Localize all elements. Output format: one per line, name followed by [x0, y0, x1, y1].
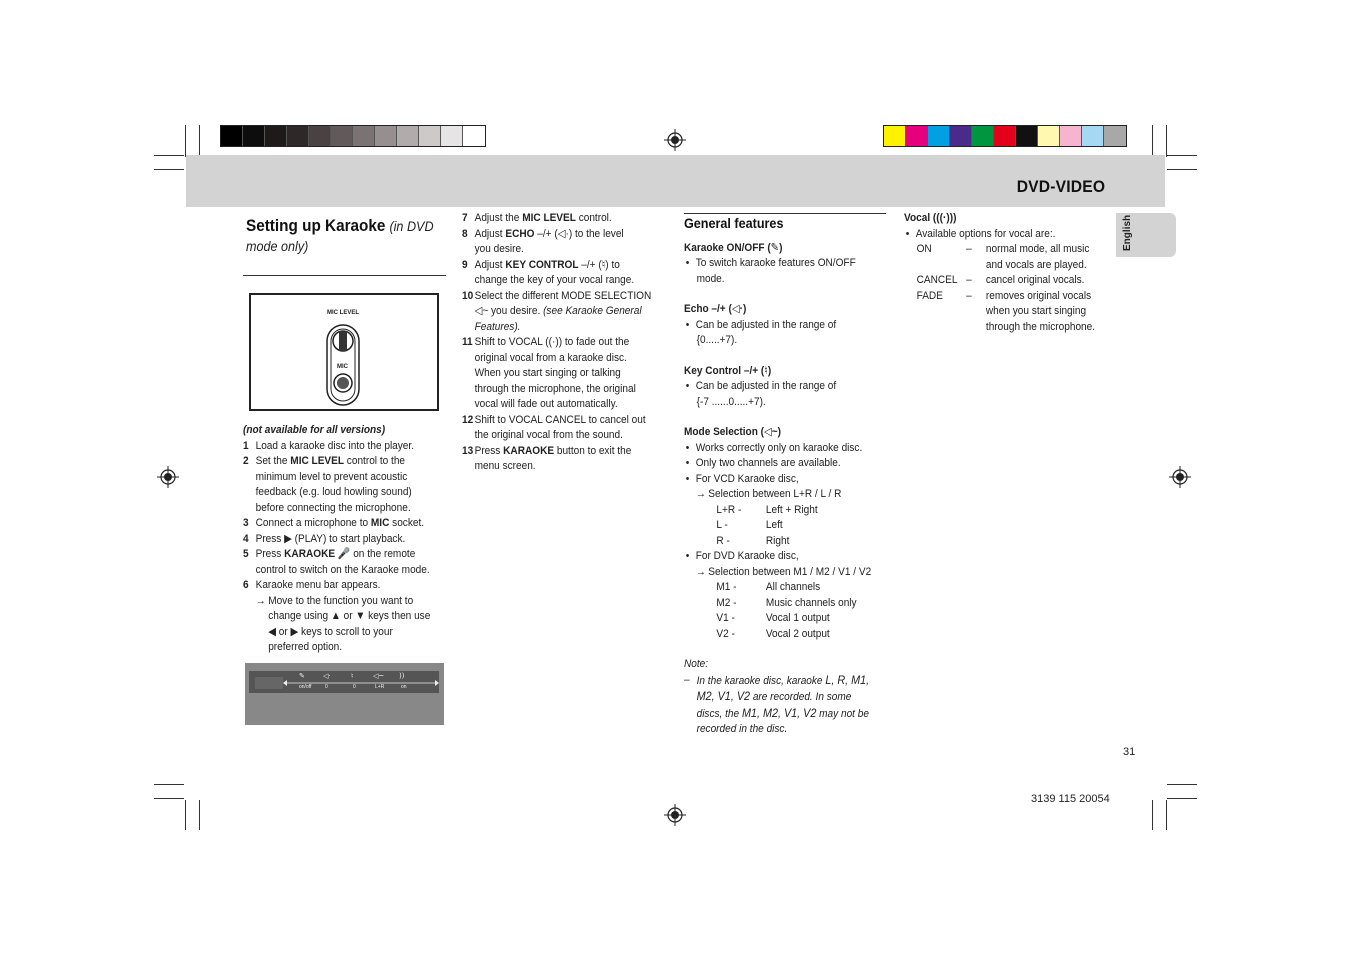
svg-text:◁·: ◁· [323, 672, 331, 680]
color-bar [883, 125, 1127, 147]
echo-icon: ◁· [557, 227, 569, 240]
crop-mark [185, 125, 186, 157]
crop-mark [1167, 155, 1197, 156]
color-swatch [309, 126, 331, 146]
page-number: 31 [1123, 746, 1136, 758]
crop-mark [1152, 800, 1153, 830]
registration-target-icon [157, 466, 179, 488]
divider [684, 213, 886, 214]
step-10: 10 Select the different MODE SELECTION ◁~ you desire. (see Karaoke General Features). [462, 289, 652, 333]
step-5: 5 Press KARAOKE 🎤 on the remote control to switch on the Karaoke mode. [243, 548, 430, 576]
divider [243, 275, 446, 276]
vocal-icon: ((·)) [936, 212, 954, 224]
crop-mark [154, 784, 184, 785]
svg-text:◁~: ◁~ [373, 672, 385, 680]
step-7: 7 Adjust the MIC LEVEL control. [462, 212, 612, 224]
karaoke-menu-bar-illustration [245, 663, 444, 725]
color-swatch [1038, 126, 1060, 146]
general-features-title: General features [684, 215, 784, 231]
step-2: 2 Set the MIC LEVEL control to the minimum level to prevent acoustic feedback (e.g. loud howling sound) before connecting the microphone. [243, 455, 412, 514]
menu-value-vocal: on [401, 684, 407, 690]
left-steps [243, 423, 468, 656]
menu-value-onoff: on/off [299, 684, 312, 690]
arrow-icon: → [695, 488, 706, 500]
mode-selection-icon: ◁~ [474, 305, 489, 317]
arrow-icon: → [255, 594, 266, 607]
color-swatch [265, 126, 287, 146]
color-swatch [950, 126, 972, 146]
karaoke-menu-bar [249, 671, 439, 693]
vocal-icon: ((·)) [542, 336, 563, 348]
step-8: 8 Adjust ECHO –/+ (◁·) to the level you desire. [462, 227, 624, 255]
grayscale-bar [220, 125, 486, 147]
crop-mark [199, 125, 200, 157]
color-swatch [331, 126, 353, 146]
page-title: DVD-VIDEO [1016, 177, 1105, 196]
language-tab [1116, 213, 1176, 257]
dvd-channel-table: M1 - All channels M2 - Music channels only V1 - Vocal 1 output V2 - Vocal 2 output [716, 581, 857, 640]
echo-icon: ◁· [731, 303, 743, 315]
crop-mark [1167, 784, 1197, 785]
key-natural-icon: ♮ [764, 364, 768, 377]
availability-note: (not available for all versions) [243, 424, 386, 436]
registration-target-icon [664, 804, 686, 826]
vcd-channel-table: L+R - Left + Right L - Left R - Right [716, 503, 818, 547]
crop-mark [1167, 169, 1197, 170]
general-features: General features Karaoke ON/OFF (✎) • To switch karaoke features ON/OFF mode. Echo –/+ (◁·) • Can be adjusted in the range of {0.....+7). Key Control –/+ (♮) • Can be adjusted in the range of {-7 ......0.....+7). Mode Selection (◁~) • Works correctly only on karaoke disc. • Only two channels are available. • For VCD Karaoke disc, → Selection between L+R / L / R L+R - Left + Right L - Left R - Right • For DVD Karaoke disc, → Selection between M1 / M2 / V1 / V2 M1 - All channels M2 - Music channels only V1 - Vocal 1 output V2 - Vocal 2 output Note: – In the karaoke disc, karaoke L, R, M1, M2, V1, V2 are recorded. In some discs, the M1, M2, V1, V2 may not be recorded in the disc. [684, 216, 894, 738]
menu-icons [249, 671, 439, 693]
document-code: 3139 115 20054 [1031, 793, 1110, 805]
mode-selection-icon: ◁~ [764, 426, 778, 438]
color-swatch [1016, 126, 1038, 146]
color-swatch [463, 126, 485, 146]
menu-value-echo: 0 [325, 684, 328, 690]
step-12: 12 Shift to VOCAL CANCEL to cancel out the original vocal from the sound. [462, 413, 646, 441]
step-4: 4 Press ▶ (PLAY) to start playback. [243, 532, 406, 545]
color-swatch [1082, 126, 1104, 146]
step-1: 1 Load a karaoke disc into the player. [243, 439, 415, 452]
step-3: 3 Connect a microphone to MIC socket. [243, 517, 425, 529]
color-swatch [972, 126, 994, 146]
section-heading [246, 216, 446, 254]
section-subtitle: (in DVD [389, 218, 434, 234]
crop-mark [185, 800, 186, 830]
crop-mark [1166, 800, 1167, 830]
crop-mark [154, 169, 184, 170]
vocal-options-table: ON – normal mode, all music and vocals are played. CANCEL – cancel original vocals. FADE – removes original vocals when you start singing through the microphone. [916, 243, 1096, 333]
color-swatch [221, 126, 243, 146]
crop-mark [154, 155, 184, 156]
step-6: 6 Karaoke menu bar appears. [243, 579, 381, 591]
color-swatch [419, 126, 441, 146]
svg-text:)): )) [399, 672, 405, 680]
key-control-heading: Key Control –/+ (♮) [684, 364, 772, 377]
svg-text:✎: ✎ [299, 672, 305, 680]
registration-target-icon [664, 129, 686, 151]
crop-mark [1166, 125, 1167, 157]
color-swatch [375, 126, 397, 146]
color-swatch [994, 126, 1016, 146]
note-heading: Note: [684, 658, 709, 670]
section-title: Setting up Karaoke [246, 216, 386, 235]
karaoke-mic-icon: 🎤 [335, 548, 351, 560]
karaoke-mic-icon: ✎ [770, 241, 780, 254]
color-swatch [397, 126, 419, 146]
echo-heading: Echo –/+ (◁·) [684, 303, 747, 315]
mic-level-label: MIC LEVEL [327, 310, 360, 316]
note-text: – In the karaoke disc, karaoke L, R, M1, M2, V1, V2 are recorded. In some discs, the M1, M2, V1, V2 may not be recorded in the disc. [684, 672, 870, 735]
mic-label: MIC [337, 364, 348, 370]
crop-mark [1167, 798, 1197, 799]
crop-mark [199, 800, 200, 830]
karaoke-onoff-heading: Karaoke ON/OFF (✎) [684, 241, 783, 254]
arrow-icon: → [695, 565, 706, 578]
crop-mark [154, 798, 184, 799]
vocal-heading: Vocal (((·))) [904, 212, 957, 224]
registration-target-icon [1169, 466, 1191, 488]
menu-value-key: 0 [353, 684, 356, 690]
section-subtitle: mode only) [246, 238, 309, 254]
color-swatch [353, 126, 375, 146]
color-swatch [884, 126, 906, 146]
crop-mark [1152, 125, 1153, 157]
color-swatch [441, 126, 463, 146]
color-swatch [287, 126, 309, 146]
color-swatch [243, 126, 265, 146]
header-band [186, 155, 1165, 207]
color-swatch [1104, 126, 1126, 146]
middle-steps [462, 211, 674, 475]
step-9: 9 Adjust KEY CONTROL –/+ (♮) to change the key of your vocal range. [462, 258, 635, 286]
vocal-section: Vocal (((·))) • Available options for vocal are:. ON – normal mode, all music and vocals are played. CANCEL – cancel original vocals. FADE – removes original vocals when you start singing through the microphone. [904, 211, 1109, 335]
color-swatch [906, 126, 928, 146]
mode-selection-heading: Mode Selection (◁~) [684, 426, 782, 438]
step-11: 11 Shift to VOCAL ((·)) to fade out the original vocal from a karaoke disc. When you start singing or talking through the microphone, the original vocal will fade out automatically. [462, 336, 636, 410]
mic-panel-illustration [249, 293, 439, 411]
menu-value-mode: L+R [375, 684, 385, 690]
color-swatch [928, 126, 950, 146]
color-swatch [1060, 126, 1082, 146]
step-6-detail: → Move to the function you want to change using ▲ or ▼ keys then use ◀ or ▶ keys to scroll to your preferred option. [243, 594, 446, 656]
svg-text:♮: ♮ [351, 672, 354, 680]
step-13: 13 Press KARAOKE button to exit the menu screen. [462, 444, 632, 472]
language-label: English [1122, 214, 1133, 251]
